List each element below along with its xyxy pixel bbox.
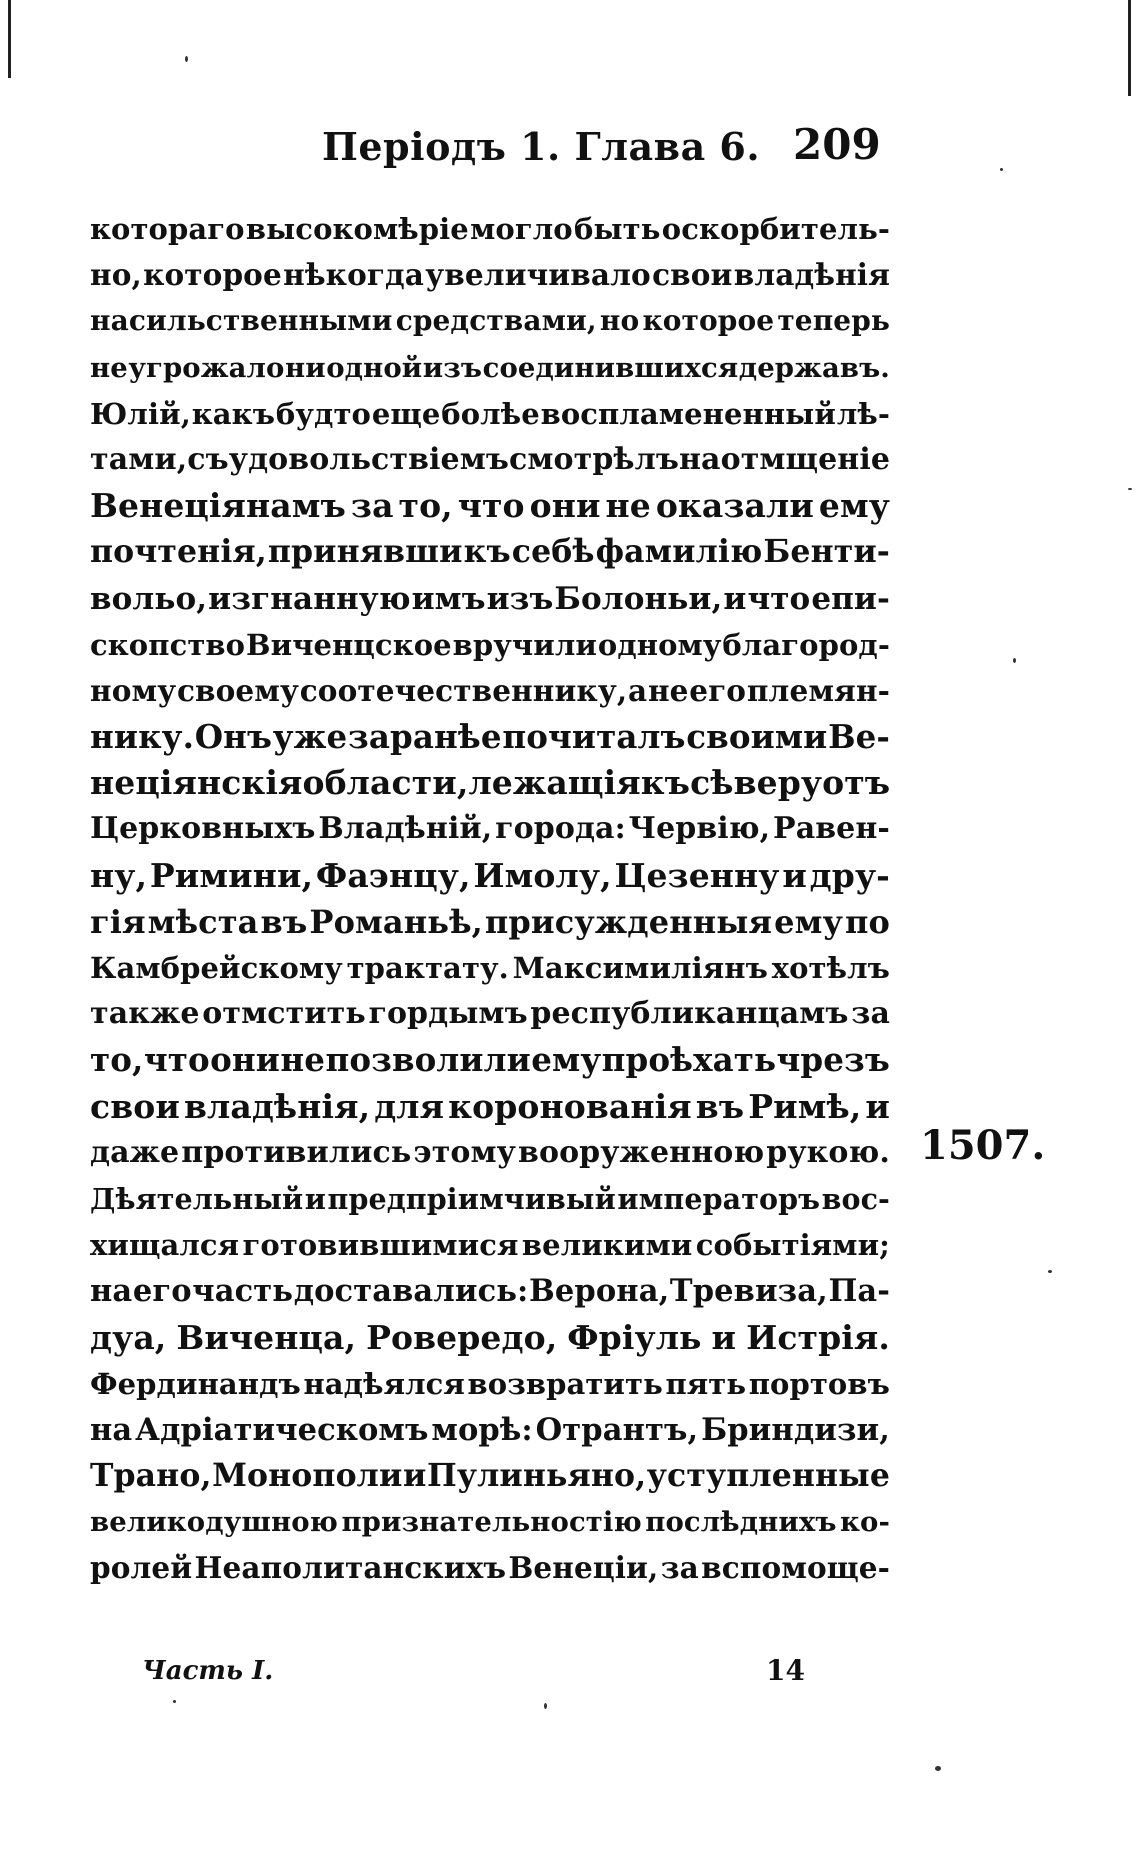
text-line: на его часть доставались: Верона, Тревиза, Па- xyxy=(90,1273,890,1310)
text-line: не угрожало ни одной изъ соединившихся державъ. xyxy=(90,351,890,384)
text-line: вольо, изгнанную имъ изъ Болоньи, и что епи- xyxy=(90,580,890,617)
text-line: даже противились этому вооруженною рукою. xyxy=(90,1134,890,1170)
margin-year-note: 1507. xyxy=(920,1122,1046,1169)
text-line: Венеціянамъ за то, что они не оказали ему xyxy=(90,486,890,526)
text-line: нику. Онъ уже заранѣе почиталъ своими Ве- xyxy=(90,717,890,757)
text-line: Камбрейскому трактату. Максимиліянъ хотѣлъ xyxy=(90,951,890,985)
page-number: 209 xyxy=(793,120,881,169)
scan-speck xyxy=(935,1766,941,1771)
scan-speck xyxy=(1000,168,1003,171)
text-line: ну, Римини, Фаэнцу, Имолу, Цезенну и дру- xyxy=(90,855,890,895)
text-line: но, которое нѣкогда увеличивало свои владѣнія xyxy=(90,257,890,293)
scan-speck xyxy=(185,56,188,62)
text-line: Фердинандъ надѣялся возвратить пять портовъ xyxy=(90,1366,890,1401)
scan-speck xyxy=(173,1700,176,1703)
scan-speck xyxy=(1048,1270,1052,1273)
text-line: почтенія, принявши къ себѣ фамилію Бенти- xyxy=(90,533,890,571)
text-line: то, что они не позволили ему проѣхать чрезъ xyxy=(90,1040,890,1080)
text-line: тами, съ удовольствіемъ смотрѣлъ на отмщеніе xyxy=(90,441,891,477)
text-line: неціянскія области, лежащія къ сѣверу отъ xyxy=(90,763,891,803)
text-line: Церковныхъ Владѣній, города: Червію, Равен- xyxy=(90,811,890,847)
text-line: скопство Виченцское вручили одному благород- xyxy=(90,627,890,662)
text-line: также отмстить гордымъ республиканцамъ за xyxy=(90,996,890,1032)
text-line: ному своему соотечественнику, а не его племян- xyxy=(90,672,890,708)
running-head: Періодъ 1. Глава 6. xyxy=(322,124,761,169)
text-line: котораго высокомѣріе могло быть оскорбитель- xyxy=(90,212,890,246)
text-line: Дѣятельный и предпріимчивый императоръ вос- xyxy=(90,1181,890,1216)
scan-speck xyxy=(544,1703,547,1709)
text-line: гія мѣста въ Романьѣ, присужденныя ему по xyxy=(90,902,890,941)
text-line: свои владѣнія, для коронованія въ Римѣ, и xyxy=(90,1086,890,1126)
scan-speck xyxy=(1128,488,1132,490)
text-line: насильственными средствами, но которое теперь xyxy=(90,304,890,338)
footer-sheet-number: 14 xyxy=(766,1654,805,1687)
scan-edge-right xyxy=(1128,0,1131,96)
text-line: Юлій, какъ будто еще болѣе воспламененный лѣ- xyxy=(90,396,890,431)
text-line: ролей Неаполитанскихъ Венеціи, за вспомоще- xyxy=(90,1550,890,1586)
body-text xyxy=(90,206,890,1592)
scan-speck xyxy=(1013,658,1016,663)
text-line: Трано, Монополи и Пулиньяно, уступленные xyxy=(90,1457,890,1495)
text-line: дуа, Виченца, Ровередо, Фріуль и Истрія. xyxy=(90,1317,890,1357)
text-line: на Адріатическомъ морѣ: Отрантъ, Бриндизи, xyxy=(90,1411,890,1448)
footer-signature: Часть I. xyxy=(142,1656,274,1686)
text-line: великодушною признательностію послѣднихъ ко- xyxy=(90,1506,890,1539)
text-line: хищался готовившимися великими событіями; xyxy=(90,1228,890,1263)
scan-edge-left xyxy=(8,0,11,78)
